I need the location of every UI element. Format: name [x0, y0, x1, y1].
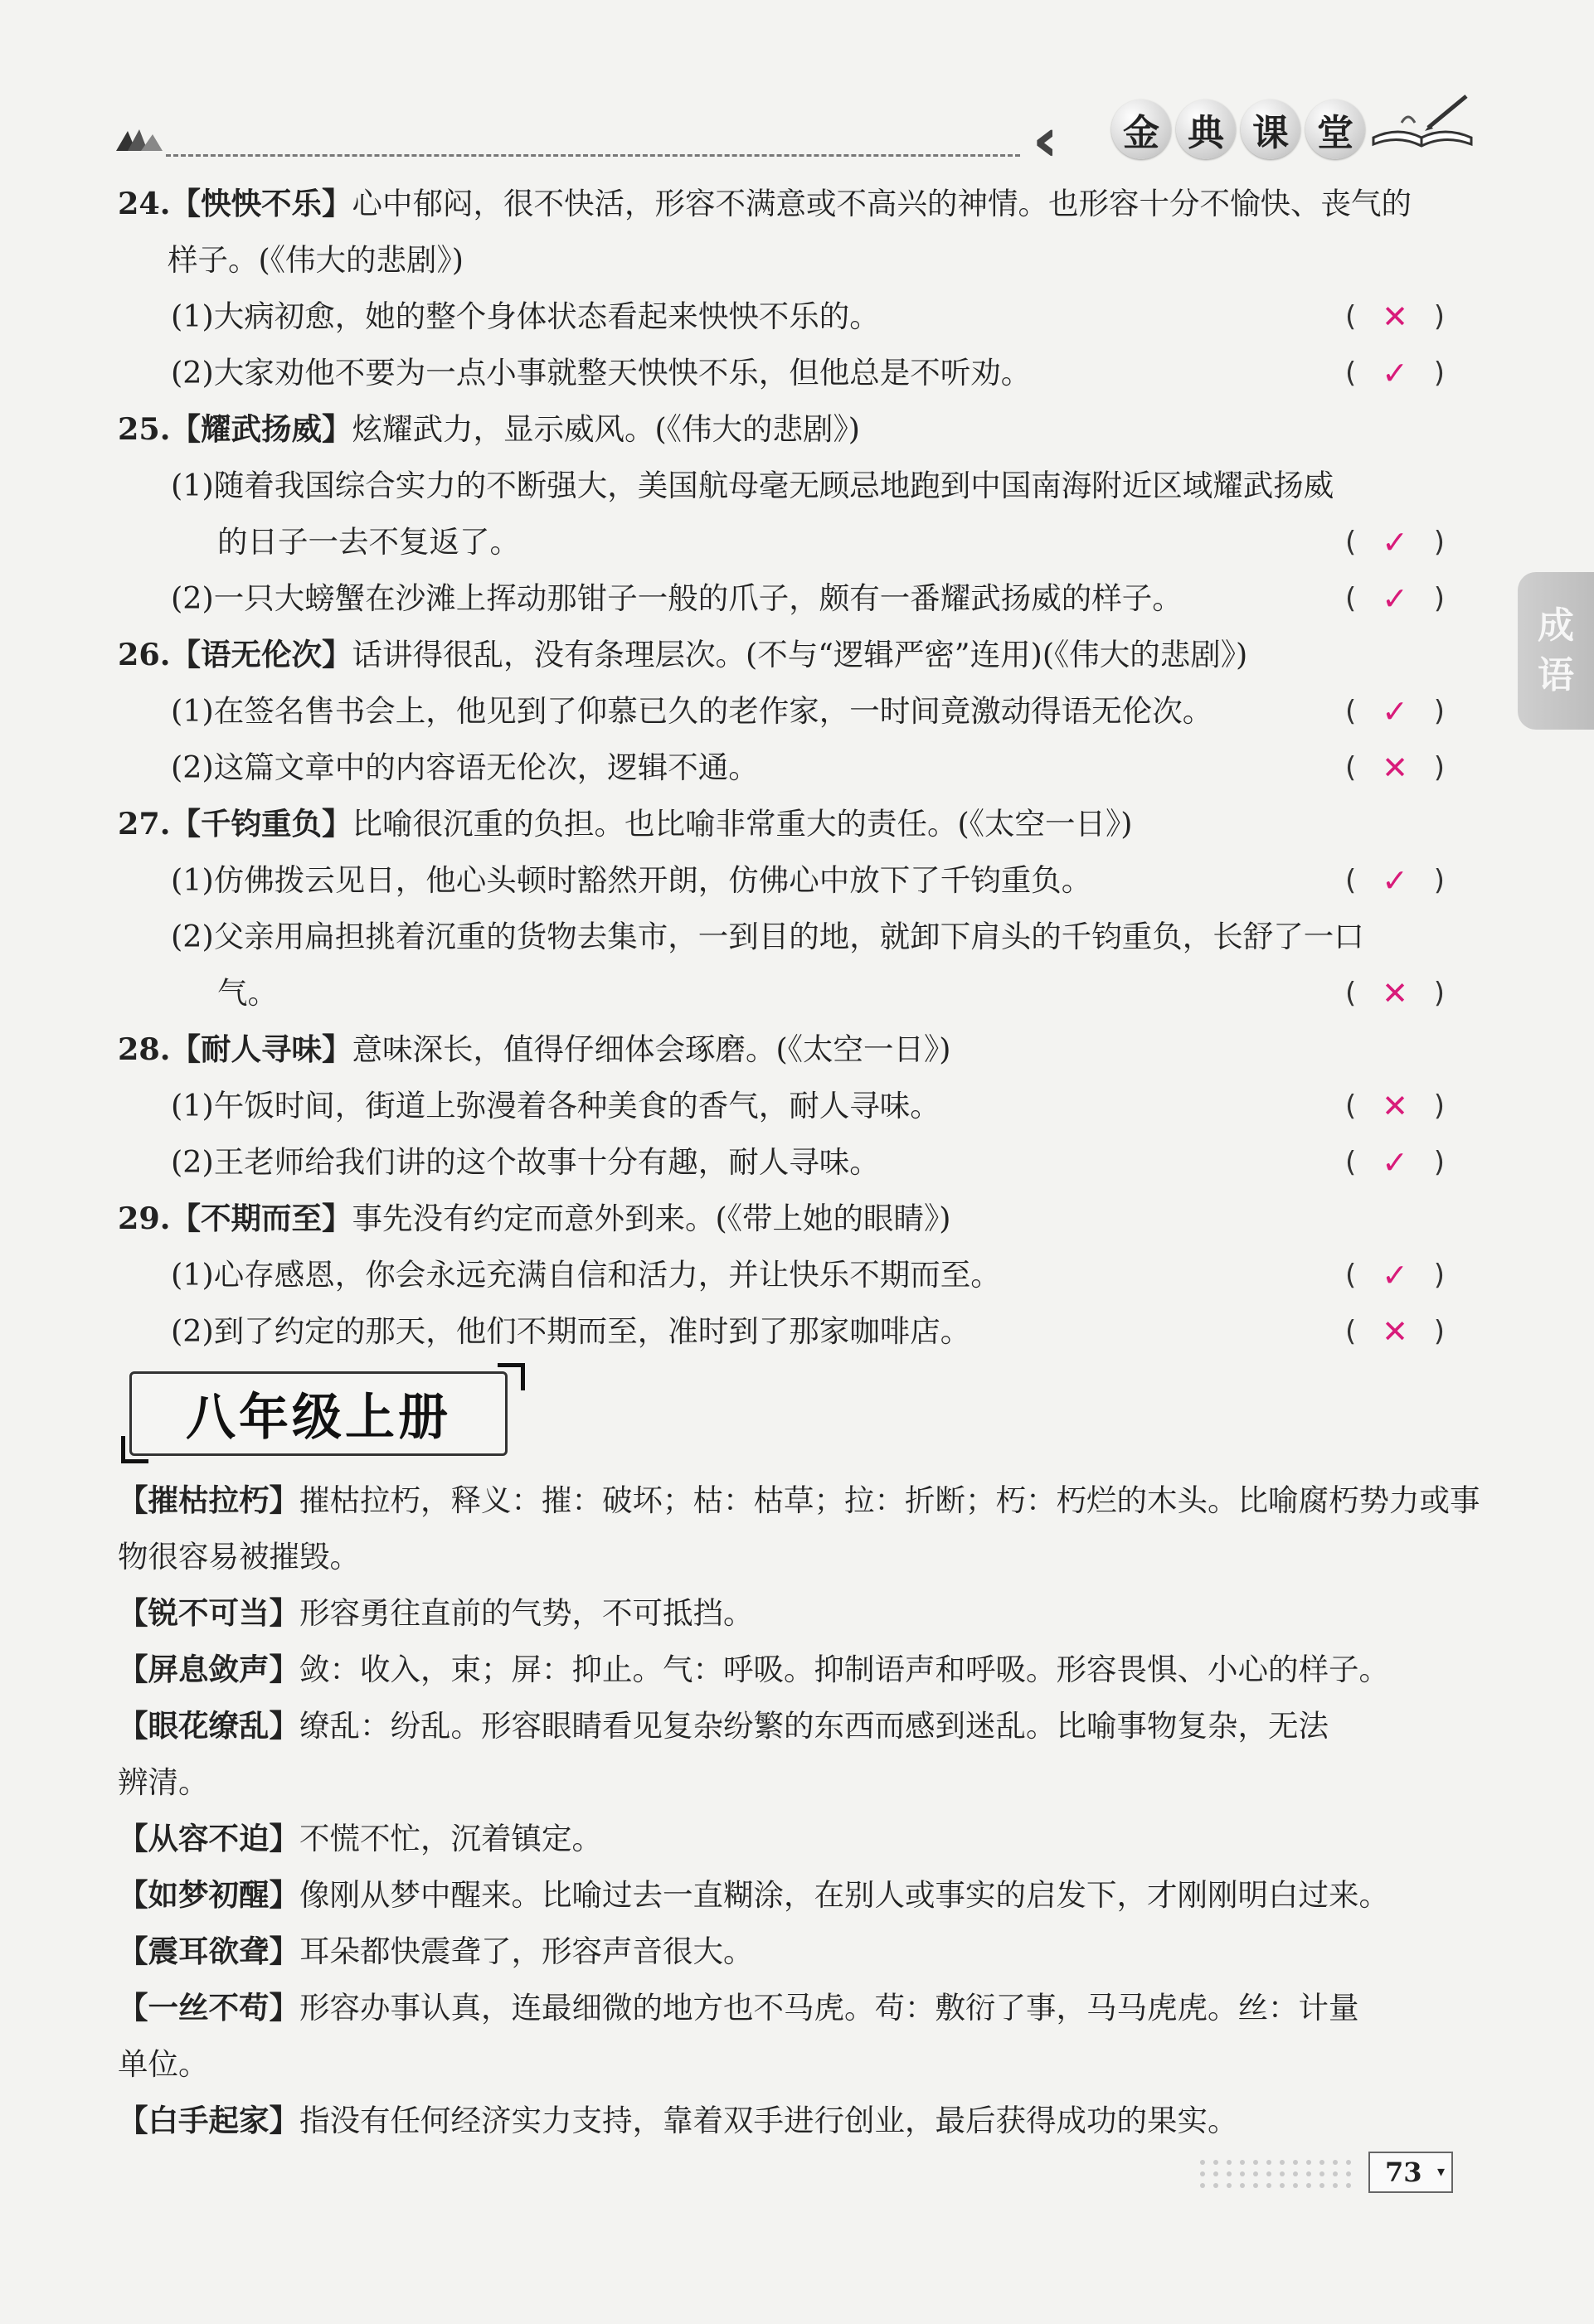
glossary-item	[118, 2093, 1453, 2149]
entry-definition	[118, 176, 1453, 232]
example-text: (1)心存感恩，你会永远充满自信和活力，并让快乐不期而至。	[171, 1257, 1001, 1293]
corner-bracket-icon	[498, 1363, 525, 1390]
side-tab-char: 语	[1538, 654, 1574, 696]
definition-text: 事先没有约定而意外到来。(《带上她的眼睛》)	[352, 1201, 951, 1236]
entry-number: 25.	[118, 411, 171, 447]
definition-text: 不慌不忙，沉着镇定。	[299, 1821, 602, 1856]
definition-continued: 样子。(《伟大的悲剧》)	[168, 242, 464, 278]
idiom-term: 【摧枯拉朽】	[118, 1482, 299, 1518]
idiom-entry	[118, 176, 1453, 401]
answer-mark: ( ✓ )	[1345, 570, 1445, 627]
definition-text: 敛：收入，束；屏：抑止。气：呼吸。抑制语声和呼吸。形容畏惧、小心的样子。	[299, 1652, 1389, 1687]
corner-bracket-icon	[121, 1436, 148, 1463]
example-text: 气。	[217, 975, 278, 1011]
entry-number: 28.	[118, 1031, 171, 1067]
example-sentence	[118, 740, 1453, 796]
idiom-term: 【千钧重负】	[170, 806, 352, 842]
glossary-item	[118, 1473, 1480, 1529]
brand-char: 堂	[1305, 99, 1365, 159]
cross-mark-icon: ✕	[1382, 750, 1408, 786]
example-sentence-continued	[118, 514, 1453, 570]
glossary-item	[118, 1585, 1453, 1642]
example-sentence-continued	[118, 965, 1453, 1021]
idiom-term: 【语无伦次】	[170, 637, 352, 672]
glossary-item	[118, 1642, 1453, 1698]
chevrons-left-icon: ‹‹‹	[1033, 106, 1035, 174]
definition-text: 形容办事认真，连最细微的地方也不马虎。苟：敷衍了事，马马虎虎。丝：计量	[299, 1990, 1359, 2026]
entry-definition	[118, 1021, 1453, 1078]
glossary-item	[118, 1867, 1453, 1924]
example-sentence: (2)父亲用扁担挑着沉重的货物去集市，一到目的地，就卸下肩头的千钧重负，长舒了一口	[171, 919, 1364, 954]
idiom-term: 【从容不迫】	[118, 1821, 299, 1856]
glossary-item	[118, 1980, 1453, 2036]
idiom-entry	[118, 401, 1453, 627]
idiom-entry	[118, 627, 1453, 796]
example-text: (1)午饭时间，街道上弥漫着各种美食的香气，耐人寻味。	[171, 1088, 940, 1123]
idiom-term: 【怏怏不乐】	[170, 186, 352, 221]
definition-text: 缭乱：纷乱。形容眼睛看见复杂纷繁的东西而感到迷乱。比喻事物复杂，无法	[299, 1708, 1329, 1744]
example-text: (1)仿佛拨云见日，他心头顿时豁然开朗，仿佛心中放下了千钧重负。	[171, 862, 1092, 898]
definition-text: 话讲得很乱，没有条理层次。(不与“逻辑严密”连用)(《伟大的悲剧》)	[352, 637, 1248, 672]
idiom-term: 【屏息敛声】	[118, 1652, 299, 1687]
answer-mark: ( ✕ )	[1345, 740, 1445, 796]
example-sentence	[118, 289, 1453, 345]
definition-continued: 物很容易被摧毁。	[118, 1539, 360, 1574]
open-book-pen-icon	[1368, 90, 1476, 159]
entry-definition	[118, 401, 1453, 458]
brand-logo	[1111, 99, 1365, 159]
example-text: (2)王老师给我们讲的这个故事十分有趣，耐人寻味。	[171, 1144, 880, 1180]
idiom-term: 【耐人寻味】	[170, 1031, 352, 1067]
idiom-term: 【白手起家】	[118, 2103, 299, 2138]
example-sentence	[118, 852, 1453, 909]
definition-text: 摧枯拉朽，释义：摧：破坏；枯：枯草；拉：折断；朽：朽烂的木头。比喻腐朽势力或事	[299, 1482, 1480, 1518]
brand-char: 典	[1176, 99, 1236, 159]
cross-mark-icon: ✕	[1382, 1313, 1408, 1350]
check-mark-icon: ✓	[1382, 693, 1408, 730]
answer-mark: ( ✓ )	[1345, 852, 1445, 909]
section-heading	[118, 1366, 1453, 1464]
entry-definition	[118, 796, 1453, 852]
definition-text: 耳朵都快震聋了，形容声音很大。	[299, 1933, 754, 1969]
example-text: (2)这篇文章中的内容语无伦次，逻辑不通。	[171, 750, 759, 785]
check-mark-icon: ✓	[1382, 1257, 1408, 1293]
example-sentence	[118, 1134, 1453, 1191]
entry-number: 26.	[118, 637, 171, 672]
side-tab-idioms[interactable]	[1518, 572, 1594, 730]
glossary-item	[118, 1924, 1453, 1980]
glossary-list	[118, 1473, 1480, 2149]
section-title: 八年级上册	[129, 1371, 508, 1456]
example-sentence	[118, 1303, 1453, 1360]
page-dot-icon: ▾	[1436, 2163, 1445, 2181]
answer-mark: ( ✓ )	[1345, 514, 1445, 570]
idiom-entry	[118, 796, 1453, 1021]
entry-number: 24.	[118, 186, 171, 221]
idiom-term: 【不期而至】	[170, 1201, 352, 1236]
cross-mark-icon: ✕	[1382, 1088, 1408, 1124]
idiom-term: 【一丝不苟】	[118, 1990, 299, 2026]
page-number: 73	[1385, 2157, 1422, 2188]
example-sentence	[118, 683, 1453, 740]
definition-continued: 辨清。	[118, 1764, 209, 1800]
answer-mark: ( ✕ )	[1345, 965, 1445, 1021]
cross-mark-icon: ✕	[1382, 975, 1408, 1012]
answer-mark: ( ✓ )	[1345, 1134, 1445, 1191]
idiom-term: 【如梦初醒】	[118, 1877, 299, 1913]
answer-mark: ( ✕ )	[1345, 1303, 1445, 1360]
definition-text: 意味深长，值得仔细体会琢磨。(《太空一日》)	[352, 1031, 951, 1067]
check-mark-icon: ✓	[1382, 1144, 1408, 1181]
example-sentence	[118, 1078, 1453, 1134]
example-text: (1)在签名售书会上，他见到了仰慕已久的老作家，一时间竟激动得语无伦次。	[171, 693, 1213, 729]
footer-dots-decoration	[1194, 2156, 1360, 2195]
brand-char: 课	[1241, 99, 1300, 159]
definition-text: 形容勇往直前的气势，不可抵挡。	[299, 1595, 754, 1631]
answer-mark: ( ✕ )	[1345, 289, 1445, 345]
example-text: (2)一只大螃蟹在沙滩上挥动那钳子一般的爪子，颇有一番耀武扬威的样子。	[171, 580, 1183, 616]
example-sentence	[118, 570, 1453, 627]
entry-definition	[118, 1191, 1453, 1247]
header-divider	[166, 154, 1020, 157]
header-mountain-icon	[116, 124, 166, 156]
example-text: (2)到了约定的那天，他们不期而至，准时到了那家咖啡店。	[171, 1313, 971, 1349]
idiom-term: 【耀武扬威】	[170, 411, 352, 447]
side-tab-char: 成	[1538, 604, 1574, 647]
idiom-term: 【震耳欲聋】	[118, 1933, 299, 1969]
answer-mark: ( ✓ )	[1345, 345, 1445, 401]
brand-char: 金	[1111, 99, 1171, 159]
example-sentence	[118, 345, 1453, 401]
definition-text: 比喻很沉重的负担。也比喻非常重大的责任。(《太空一日》)	[352, 806, 1133, 842]
page-number-box	[1368, 2152, 1453, 2193]
definition-text: 心中郁闷，很不快活，形容不满意或不高兴的神情。也形容十分不愉快、丧气的	[352, 186, 1412, 221]
answer-mark: ( ✓ )	[1345, 1247, 1445, 1303]
check-mark-icon: ✓	[1382, 580, 1408, 617]
example-text: (2)大家劝他不要为一点小事就整天怏怏不乐，但他总是不听劝。	[171, 355, 1032, 391]
definition-continued: 单位。	[118, 2046, 209, 2082]
example-text: 的日子一去不复返了。	[217, 524, 520, 560]
glossary-item	[118, 1698, 1453, 1754]
check-mark-icon: ✓	[1382, 524, 1408, 560]
entry-number: 29.	[118, 1201, 171, 1236]
glossary-item	[118, 1811, 1453, 1867]
example-sentence	[118, 1247, 1453, 1303]
entry-definition	[118, 627, 1453, 683]
entry-number: 27.	[118, 806, 171, 842]
definition-text: 像刚从梦中醒来。比喻过去一直糊涂，在别人或事实的启发下，才刚刚明白过来。	[299, 1877, 1389, 1913]
main-content	[118, 176, 1480, 2149]
answer-mark: ( ✕ )	[1345, 1078, 1445, 1134]
definition-text: 炫耀武力，显示威风。(《伟大的悲剧》)	[352, 411, 860, 447]
answer-mark: ( ✓ )	[1345, 683, 1445, 740]
idiom-entry	[118, 1021, 1453, 1191]
idiom-entry	[118, 1191, 1453, 1360]
example-text: (1)大病初愈，她的整个身体状态看起来怏怏不乐的。	[171, 298, 880, 334]
example-sentence: (1)随着我国综合实力的不断强大，美国航母毫无顾忌地跑到中国南海附近区域耀武扬威	[171, 468, 1334, 503]
check-mark-icon: ✓	[1382, 862, 1408, 899]
definition-text: 指没有任何经济实力支持，靠着双手进行创业，最后获得成功的果实。	[299, 2103, 1238, 2138]
idiom-term: 【锐不可当】	[118, 1595, 299, 1631]
check-mark-icon: ✓	[1382, 355, 1408, 391]
idiom-term: 【眼花缭乱】	[118, 1708, 299, 1744]
cross-mark-icon: ✕	[1382, 298, 1408, 335]
